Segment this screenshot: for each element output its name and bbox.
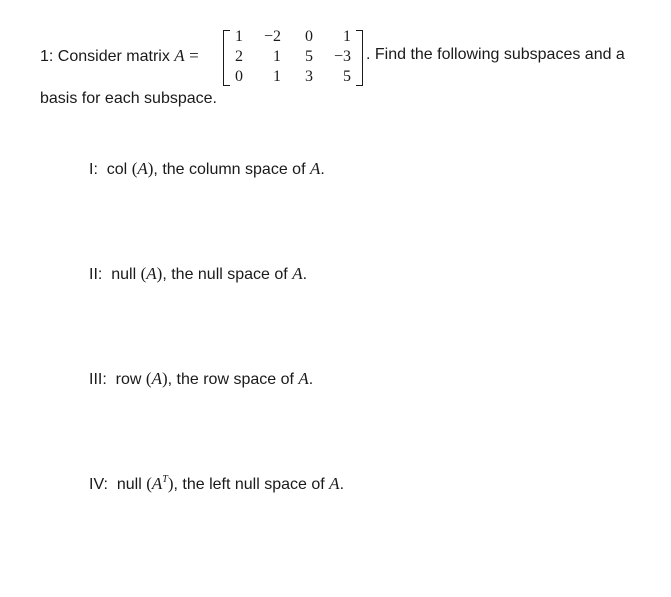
problem-statement bbox=[40, 46, 199, 66]
matrix-cell: 1 bbox=[273, 48, 281, 65]
matrix-cell: 1 bbox=[235, 28, 243, 45]
item-sup: T bbox=[162, 474, 168, 485]
item-period: . bbox=[320, 161, 325, 178]
right-bracket bbox=[356, 30, 363, 86]
intro-second-line: basis for each subspace. bbox=[40, 90, 217, 107]
matrix-cell: 1 bbox=[273, 68, 281, 85]
subspace-item-null: II: null (A), the null space of A. bbox=[89, 264, 308, 283]
item-label: I: bbox=[89, 161, 98, 178]
equals-sign: = bbox=[189, 46, 199, 65]
item-label: II: bbox=[89, 266, 103, 283]
item-period: . bbox=[302, 266, 308, 283]
item-func: col bbox=[106, 161, 128, 178]
item-end: A bbox=[292, 264, 303, 283]
item-end: A bbox=[329, 474, 340, 493]
item-label: III: bbox=[89, 371, 107, 388]
item-func: null bbox=[116, 476, 142, 493]
item-end: A bbox=[298, 369, 309, 388]
item-desc: , the left null space of bbox=[173, 476, 325, 493]
matrix-symbol: A bbox=[174, 46, 185, 65]
item-arg: A bbox=[151, 369, 162, 388]
item-arg: A bbox=[146, 264, 157, 283]
matrix-cell: −2 bbox=[263, 28, 281, 45]
item-func: null bbox=[111, 266, 137, 283]
matrix-a bbox=[223, 28, 363, 88]
item-desc: , the row space of bbox=[167, 371, 294, 388]
item-arg: A bbox=[137, 159, 148, 178]
item-label: IV: bbox=[89, 476, 108, 493]
matrix-cell: 3 bbox=[305, 68, 313, 85]
subspace-item-row: III: row (A), the row space of A. bbox=[89, 369, 314, 388]
matrix-cell: 5 bbox=[343, 68, 351, 85]
subspace-item-col: I: col (A), the column space of A. bbox=[89, 159, 325, 178]
item-period: . bbox=[308, 371, 314, 388]
matrix-cell: 1 bbox=[343, 28, 351, 45]
item-func: row bbox=[115, 371, 142, 388]
matrix-cell: 0 bbox=[305, 28, 313, 45]
item-arg: A bbox=[151, 474, 163, 493]
matrix-cell: −3 bbox=[333, 48, 351, 65]
matrix-cell: 5 bbox=[305, 48, 313, 65]
item-desc: , the column space of bbox=[153, 161, 306, 178]
matrix-cell: 2 bbox=[235, 48, 243, 65]
item-period: . bbox=[339, 476, 345, 493]
intro-continuation: . Find the following subspaces and a bbox=[366, 46, 625, 63]
intro-text: Consider matrix bbox=[57, 48, 170, 65]
item-end: A bbox=[309, 159, 321, 178]
subspace-item-left-null: IV: null $(A^T)$, the left null space of A. bbox=[89, 474, 345, 493]
matrix-cell: 0 bbox=[235, 68, 243, 85]
item-desc: , the null space of bbox=[162, 266, 288, 283]
problem-number: 1: bbox=[40, 48, 54, 65]
